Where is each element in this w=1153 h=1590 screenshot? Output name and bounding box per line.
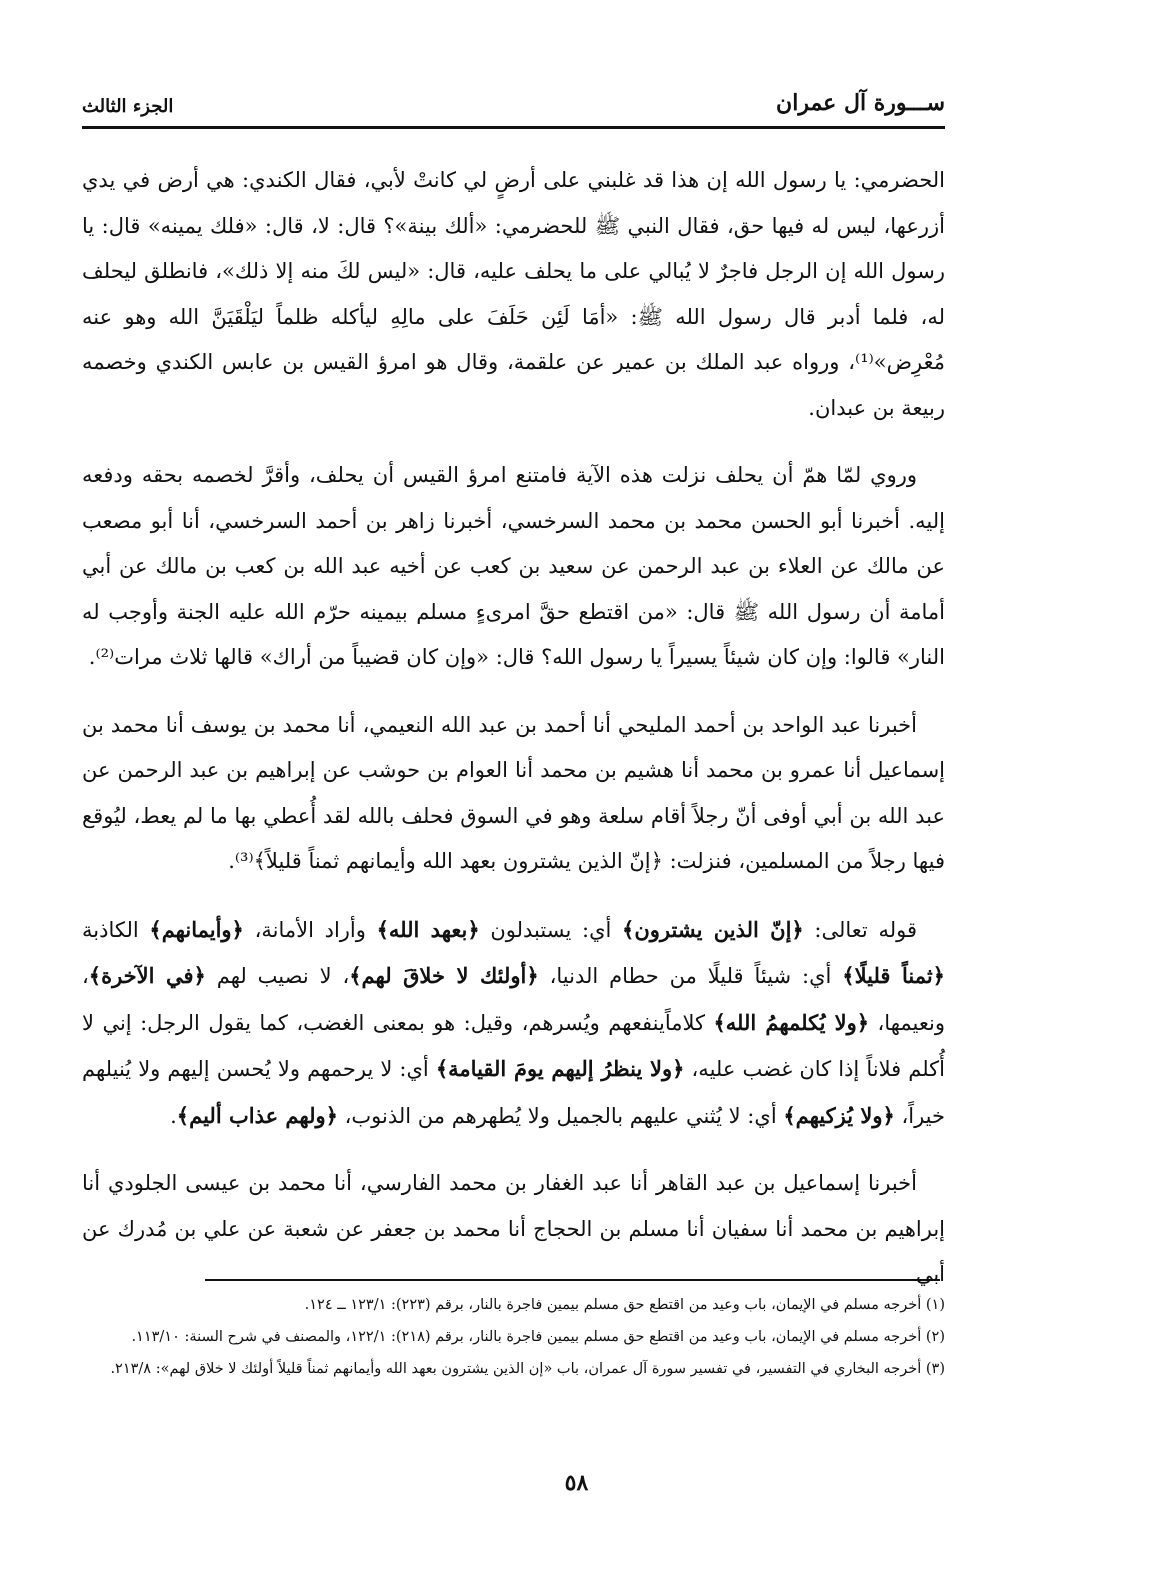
paragraph-2: وروي لمّا همّ أن يحلف نزلت هذه الآية فامتنع امرؤ القيس أن يحلف، وأقرَّ لخصمه بحقه ودفعه إليه. أخبرنا أبو الحسن محمد بن محمد السرخسي، أخبرنا زاهر بن أحمد السرخسي، أنا أبو مصعب عن مالك عن العلاء بن عبد الرحمن عن سعيد بن كعب عن أخيه عبد الله بن كعب بن مالك عن أبي أمامة أن رسول الله ﷺ قال: «من اقتطع حقَّ امرىءٍ مسلم بيمينه حرّم الله عليه الجنة وأوجب له النار» قالوا: وإن كان شيئاً يسيراً يا رسول الله؟ قال: «وإن كان قضيباً من أراك» قالها ثلاث مرات⁽²⁾.	[82, 463, 945, 669]
tafsir-text: كلاماًينفعهم ويُسرهم، وقيل: هو بمعنى الغضب، كما يقول الرجل: إني لا أُكلم فلاناً إذا كان غضب عليه،	[82, 1010, 945, 1081]
tafsir-text: ، ونعيمها،	[82, 964, 945, 1035]
quran-term: ﴿ولا يُكلمهمُ الله﴾	[713, 1009, 870, 1035]
quran-term: ﴿ولهم عذاب أليم﴾	[176, 1102, 338, 1128]
quran-term: ﴿ولا يُزكيهم﴾	[783, 1102, 895, 1128]
tafsir-text: وأراد الأمانة،	[243, 917, 377, 942]
footnote-divider	[205, 1279, 940, 1281]
quran-term: ﴿في الآخرة﴾	[88, 963, 206, 988]
surah-title: ســـورة آل عمران	[776, 90, 945, 116]
footnote-1: (١) أخرجه مسلم في الإيمان، باب وعيد من اقتطع حق مسلم بيمين فاجرة بالنار، برقم (٢٢٣): ١٢٣/١ ــ ١٢٤.	[304, 1297, 945, 1313]
footnotes	[82, 1293, 945, 1389]
tafsir-text: أي: لا يرحمهم ولا يُحسن إليهم ولا يُنيلهم خيراً،	[82, 1057, 945, 1128]
tafsir-lead: قوله تعالى:	[803, 917, 918, 942]
quran-term: ﴿أولئك لا خلاقَ لهم﴾	[349, 963, 539, 988]
tafsir-text: ، لا نصيب لهم	[205, 964, 350, 988]
quran-term: ﴿ثمناً قليلًا﴾	[842, 963, 945, 988]
tafsir-text: الكاذبة	[82, 917, 150, 942]
page-number: ٥٨	[564, 1470, 589, 1496]
tafsir-text: أي: يستبدلون	[479, 917, 623, 942]
footnote-3: (٣) أخرجه البخاري في التفسير، في تفسير سورة آل عمران، باب «إن الذين يشترون بعهد الله وأيمانهم ثمناً قليلاً أولئك لا خلاق لهم»: ٢١٣/٨.	[110, 1361, 945, 1377]
paragraph-5: أخبرنا إسماعيل بن عبد القاهر أنا عبد الغفار بن محمد الفارسي، أنا محمد بن عيسى الجلودي أنا إبراهيم بن محمد أنا سفيان أنا مسلم بن الحجاج أنا محمد بن جعفر عن شعبة عن علي بن مُدرك عن أبي	[82, 1171, 945, 1286]
footnote-2: (٢) أخرجه مسلم في الإيمان، باب وعيد من اقتطع حق مسلم بيمين فاجرة بالنار، برقم (٢١٨): ١٢٢/١، والمصنف في شرح السنة: ١١٣/١٠.	[131, 1329, 945, 1345]
tafsir-text: أي: شيئاً قليلًا من حطام الدنيا،	[538, 964, 843, 988]
tafsir-paragraph	[82, 907, 945, 1140]
quran-term: ﴿ولا ينظرُ إليهم يومَ القيامة﴾	[435, 1056, 685, 1081]
quran-term: ﴿إنّ الذين يشترون﴾	[622, 916, 804, 942]
juz-title: الجزء الثالث	[82, 96, 174, 117]
main-text	[82, 158, 945, 1320]
tafsir-text: أي: لا يُثني عليهم بالجميل ولا يُطهرهم من الذنوب،	[337, 1103, 784, 1128]
paragraph-1: الحضرمي: يا رسول الله إن هذا قد غلبني على أرضٍ لي كانتْ لأبي، فقال الكندي: هي أرض في يدي أزرعها، ليس له فيها حق، فقال النبي ﷺ للحضرمي: «ألك بينة»؟ قال: لا، قال: «فلك يمينه» قال: يا رسول الله إن الرجل فاجرٌ لا يُبالي على ما يحلف عليه، قال: «ليس لكَ منه إلا ذلك»، فانطلق ليحلف له، فلما أدبر قال رسول الله ﷺ: «أمَا لَئِن حَلَفَ على مالِهِ ليأكله ظلماً ليَلْقَيَنَّ الله وهو عنه مُعْرِض»⁽¹⁾، ورواه عبد الملك بن عمير عن علقمة، وقال هو امرؤ القيس بن عابس الكندي وخصمه ربيعة بن عبدان.	[82, 168, 946, 420]
quran-term: ﴿وأيمانهم﴾	[149, 916, 244, 942]
page-header	[82, 82, 945, 129]
tafsir-text: .	[170, 1103, 177, 1128]
quran-term: ﴿بعهد الله﴾	[376, 916, 480, 942]
paragraph-3: أخبرنا عبد الواحد بن أحمد المليحي أنا أحمد بن عبد الله النعيمي، أنا محمد بن يوسف أنا محمد بن إسماعيل أنا عمرو بن محمد أنا هشيم بن محمد أنا العوام بن حوشب عن إبراهيم بن عبد الرحمن عن عبد الله بن أبي أوفى أنّ رجلاً أقام سلعة وهو في السوق فحلف بالله لقد أُعطي بها ما لم يعط، ليُوقع فيها رجلاً من المسلمين، فنزلت: ﴿إنّ الذين يشترون بعهد الله وأيمانهم ثمناً قليلاً﴾⁽³⁾.	[82, 712, 945, 873]
